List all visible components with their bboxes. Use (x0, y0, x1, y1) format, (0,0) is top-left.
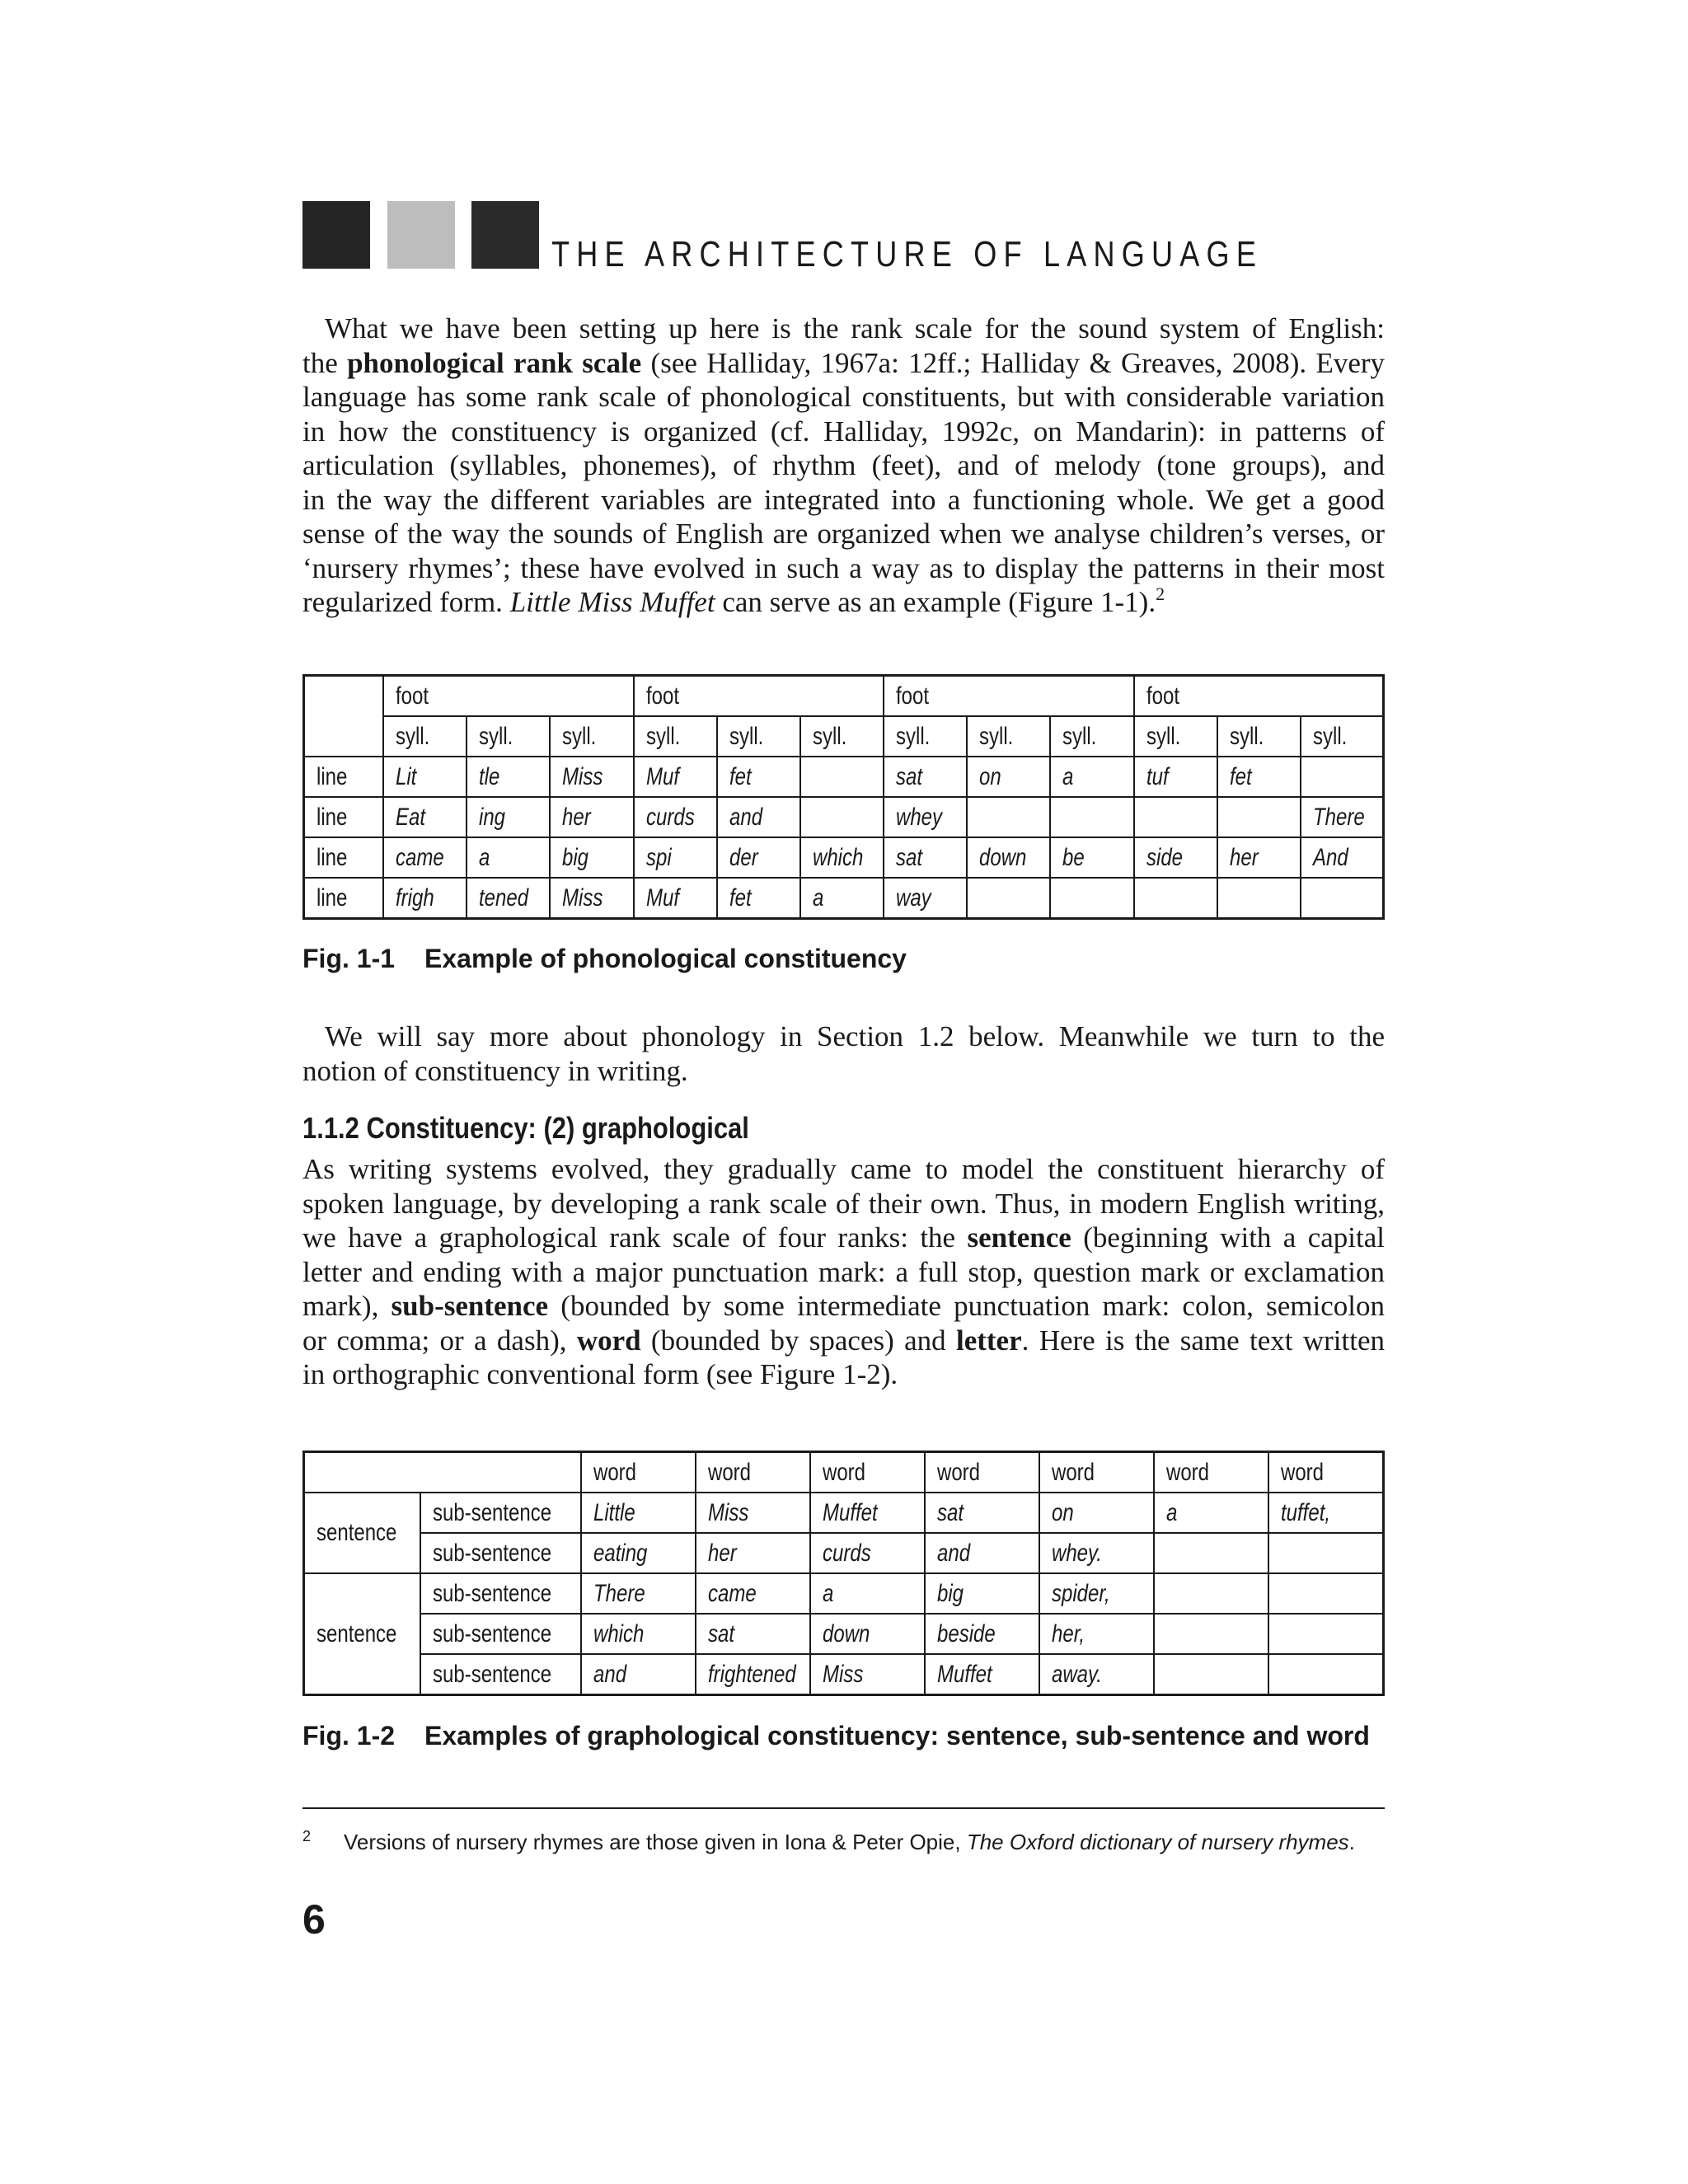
text-line: the phonological rank scale (see Halliday, 1967a: 12ff.; Halliday & Greaves, 2008). Every (302, 346, 1386, 379)
syllable-cell: And (1301, 837, 1384, 878)
sub-sentence-row (304, 1493, 1384, 1533)
word-cell (1154, 1533, 1268, 1573)
sub-sentence-label: sub-sentence (420, 1654, 581, 1695)
word-cell: Muffet (925, 1654, 1039, 1695)
word-header-row (304, 1452, 1384, 1493)
syllable-cell (800, 757, 884, 797)
syllable-cell: sat (884, 837, 967, 878)
syllable-header: syll. (1134, 716, 1217, 757)
line-label: line (304, 878, 384, 919)
sentence-label: sentence (304, 1573, 420, 1695)
word-cell: sat (925, 1493, 1039, 1533)
word-cell (1268, 1614, 1383, 1654)
syllable-cell: sat (884, 757, 967, 797)
foot-header: foot (634, 676, 884, 717)
syllable-cell: Lit (383, 757, 467, 797)
text-line: spoken language, by developing a rank scale of their own. Thus, in modern English writing, (302, 1187, 1385, 1220)
text-line: ‘nursery rhymes’; these have evolved in such a way as to display the patterns in their most (302, 551, 1385, 584)
intro-paragraph (302, 312, 1385, 620)
word-header: word (696, 1452, 810, 1493)
syllable-cell: her (550, 797, 634, 837)
word-cell: down (810, 1614, 925, 1654)
word-cell: frightened (696, 1654, 810, 1695)
sub-sentence-row (304, 1573, 1384, 1614)
syllable-header: syll. (467, 716, 550, 757)
syllable-cell: ing (467, 797, 550, 837)
syllable-cell: a (467, 837, 550, 878)
syllable-cell (967, 797, 1050, 837)
syllable-cell: Miss (550, 878, 634, 919)
word-cell: Miss (696, 1493, 810, 1533)
syllable-cell: on (967, 757, 1050, 797)
syllable-cell (1301, 878, 1384, 919)
word-cell: her (696, 1533, 810, 1573)
syllable-cell (1301, 757, 1384, 797)
syllable-header: syll. (550, 716, 634, 757)
graphological-paragraph (302, 1152, 1385, 1392)
footnote: 2 Versions of nursery rhymes are those given in Iona & Peter Opie, The Oxford dictionary of nursery rhymes. (302, 1828, 1355, 1854)
word-cell: tuffet, (1268, 1493, 1383, 1533)
foot-header: foot (884, 676, 1134, 717)
running-title: THE ARCHITECTURE OF LANGUAGE (551, 234, 1264, 274)
section-heading: 1.1.2 Constituency: (2) graphological (302, 1111, 749, 1145)
word-cell: There (581, 1573, 696, 1614)
syllable-cell (1050, 797, 1134, 837)
syllable-cell: frigh (383, 878, 467, 919)
syllable-cell: Eat (383, 797, 467, 837)
transition-paragraph (302, 1019, 1385, 1088)
verse-line-row (304, 837, 1384, 878)
term-phonological-rank-scale: phonological rank scale (347, 346, 642, 379)
footnote-number: 2 (302, 1828, 312, 1844)
word-header: word (1268, 1452, 1383, 1493)
word-cell: beside (925, 1614, 1039, 1654)
word-header: word (810, 1452, 925, 1493)
syllable-cell (800, 797, 884, 837)
header-dark-square-decoration (471, 201, 539, 269)
syllable-cell (1050, 878, 1134, 919)
word-cell: away. (1039, 1654, 1154, 1695)
word-header: word (925, 1452, 1039, 1493)
word-cell: a (810, 1573, 925, 1614)
word-cell: which (581, 1614, 696, 1654)
text-line: or comma; or a dash), word (bounded by spaces) and letter. Here is the same text written (302, 1324, 1386, 1357)
header-dark-square-decoration (302, 201, 370, 269)
syllable-cell: tle (467, 757, 550, 797)
syllable-header: syll. (634, 716, 717, 757)
text-line: As writing systems evolved, they gradually came to model the constituent hierarchy of (302, 1153, 1385, 1185)
line-label: line (304, 757, 384, 797)
word-cell (1268, 1533, 1383, 1573)
sub-sentence-label: sub-sentence (420, 1533, 581, 1573)
text-line: regularized form. Little Miss Muffet can serve as an example (Figure 1-1).$^2$ (302, 583, 1165, 618)
word-cell (1154, 1614, 1268, 1654)
syllable-cell: fet (1217, 757, 1301, 797)
figure-number: Fig. 1-1 (302, 944, 396, 973)
syllable-cell: way (884, 878, 967, 919)
syllable-cell: side (1134, 837, 1217, 878)
syllable-cell: down (967, 837, 1050, 878)
syllable-cell (967, 878, 1050, 919)
text-line: in orthographic conventional form (see Figure 1-2). (302, 1358, 898, 1390)
figure-1-2-caption (302, 1721, 1370, 1751)
footnote-divider (302, 1807, 1385, 1809)
sub-sentence-label: sub-sentence (420, 1493, 581, 1533)
text-line: in how the constituency is organized (cf. Halliday, 1992c, on Mandarin): in patterns of (302, 415, 1385, 448)
sub-sentence-label: sub-sentence (420, 1614, 581, 1654)
syllable-cell: Miss (550, 757, 634, 797)
text-line: notion of constituency in writing. (302, 1054, 688, 1087)
text-line: we have a graphological rank scale of four ranks: the sentence (beginning with a capital (302, 1221, 1385, 1254)
syllable-cell: tuf (1134, 757, 1217, 797)
word-cell (1154, 1654, 1268, 1695)
footnote-reference[interactable]: 2 (1156, 583, 1165, 604)
syllable-cell (1134, 878, 1217, 919)
word-cell: Miss (810, 1654, 925, 1695)
word-header: word (581, 1452, 696, 1493)
syllable-cell: fet (717, 757, 800, 797)
foot-row (304, 676, 1384, 717)
word-cell: her, (1039, 1614, 1154, 1654)
syllable-cell: der (717, 837, 800, 878)
syllable-cell: her (1217, 837, 1301, 878)
syllable-cell: fet (717, 878, 800, 919)
syllable-cell: a (1050, 757, 1134, 797)
syllable-cell: curds (634, 797, 717, 837)
syllable-header: syll. (884, 716, 967, 757)
syllable-header: syll. (717, 716, 800, 757)
syllable-cell (1217, 797, 1301, 837)
text-line: language has some rank scale of phonological constituents, but with considerable variation (302, 381, 1385, 413)
text-line: We will say more about phonology in Section 1.2 below. Meanwhile we turn to the (325, 1020, 1385, 1052)
syllable-cell: and (717, 797, 800, 837)
sentence-label: sentence (304, 1493, 420, 1573)
text-line: articulation (syllables, phonemes), of rhythm (feet), and of melody (tone groups), and (302, 449, 1385, 481)
sub-sentence-row (304, 1614, 1384, 1654)
syllable-cell: which (800, 837, 884, 878)
sub-sentence-row (304, 1533, 1384, 1573)
word-header: word (1154, 1452, 1268, 1493)
term-sentence: sentence (967, 1221, 1071, 1254)
syllable-cell: spi (634, 837, 717, 878)
word-cell: big (925, 1573, 1039, 1614)
word-cell: Little (581, 1493, 696, 1533)
word-cell: and (925, 1533, 1039, 1573)
verse-line-row (304, 757, 1384, 797)
text-line: letter and ending with a major punctuation mark: a full stop, question mark or exclamation (302, 1255, 1385, 1288)
syllable-header: syll. (1301, 716, 1384, 757)
word-cell: a (1154, 1493, 1268, 1533)
word-cell (1268, 1573, 1383, 1614)
term-word: word (576, 1324, 641, 1357)
word-cell: came (696, 1573, 810, 1614)
page-number: 6 (302, 1896, 326, 1943)
syllable-cell (1134, 797, 1217, 837)
word-cell: sat (696, 1614, 810, 1654)
sub-sentence-label: sub-sentence (420, 1573, 581, 1614)
word-cell: and (581, 1654, 696, 1695)
syllable-cell: a (800, 878, 884, 919)
word-cell: Muffet (810, 1493, 925, 1533)
cited-book-title: The Oxford dictionary of nursery rhymes (966, 1830, 1349, 1854)
text-line: sense of the way the sounds of English are organized when we analyse children’s verses, or (302, 518, 1385, 550)
syllable-header: syll. (1217, 716, 1301, 757)
figure-caption-text: Example of phonological constituency (424, 944, 907, 973)
word-header: word (1039, 1452, 1154, 1493)
figure-number: Fig. 1-2 (302, 1721, 396, 1750)
syllable-cell: Muf (634, 878, 717, 919)
line-label: line (304, 797, 384, 837)
word-cell: curds (810, 1533, 925, 1573)
syllable-cell (1217, 878, 1301, 919)
figure-1-1-caption (302, 944, 907, 974)
word-cell (1154, 1573, 1268, 1614)
syllable-row (304, 716, 1384, 757)
term-letter: letter (955, 1324, 1022, 1357)
syllable-header: syll. (967, 716, 1050, 757)
row-label-cell (304, 676, 384, 757)
syllable-cell: be (1050, 837, 1134, 878)
foot-header: foot (1134, 676, 1384, 717)
syllable-cell: tened (467, 878, 550, 919)
syllable-header: syll. (1050, 716, 1134, 757)
text-line: What we have been setting up here is the rank scale for the sound system of English: (325, 312, 1385, 344)
foot-header: foot (383, 676, 634, 717)
header-grey-square-decoration (387, 201, 455, 269)
word-cell: on (1039, 1493, 1154, 1533)
syllable-header: syll. (800, 716, 884, 757)
term-sub-sentence: sub-sentence (391, 1290, 549, 1322)
syllable-cell: whey (884, 797, 967, 837)
syllable-cell: came (383, 837, 467, 878)
sub-sentence-row (304, 1654, 1384, 1695)
word-cell (1268, 1654, 1383, 1695)
word-cell: spider, (1039, 1573, 1154, 1614)
syllable-header: syll. (383, 716, 467, 757)
title-little-miss-muffet: Little Miss Muffet (509, 586, 715, 618)
text-line: in the way the different variables are integrated into a functioning whole. We get a good (302, 483, 1385, 516)
text-line: mark), sub-sentence (bounded by some intermediate punctuation mark: colon, semicolon (302, 1290, 1385, 1322)
header-blank-cell (304, 1452, 581, 1493)
word-cell: whey. (1039, 1533, 1154, 1573)
syllable-cell: big (550, 837, 634, 878)
graphological-constituency-table (302, 1451, 1385, 1696)
figure-caption-text: Examples of graphological constituency: sentence, sub-sentence and word (424, 1721, 1370, 1750)
line-label: line (304, 837, 384, 878)
word-cell: eating (581, 1533, 696, 1573)
verse-line-row (304, 878, 1384, 919)
running-header (302, 201, 1407, 274)
verse-line-row (304, 797, 1384, 837)
syllable-cell: There (1301, 797, 1384, 837)
phonological-constituency-table (302, 674, 1385, 920)
syllable-cell: Muf (634, 757, 717, 797)
